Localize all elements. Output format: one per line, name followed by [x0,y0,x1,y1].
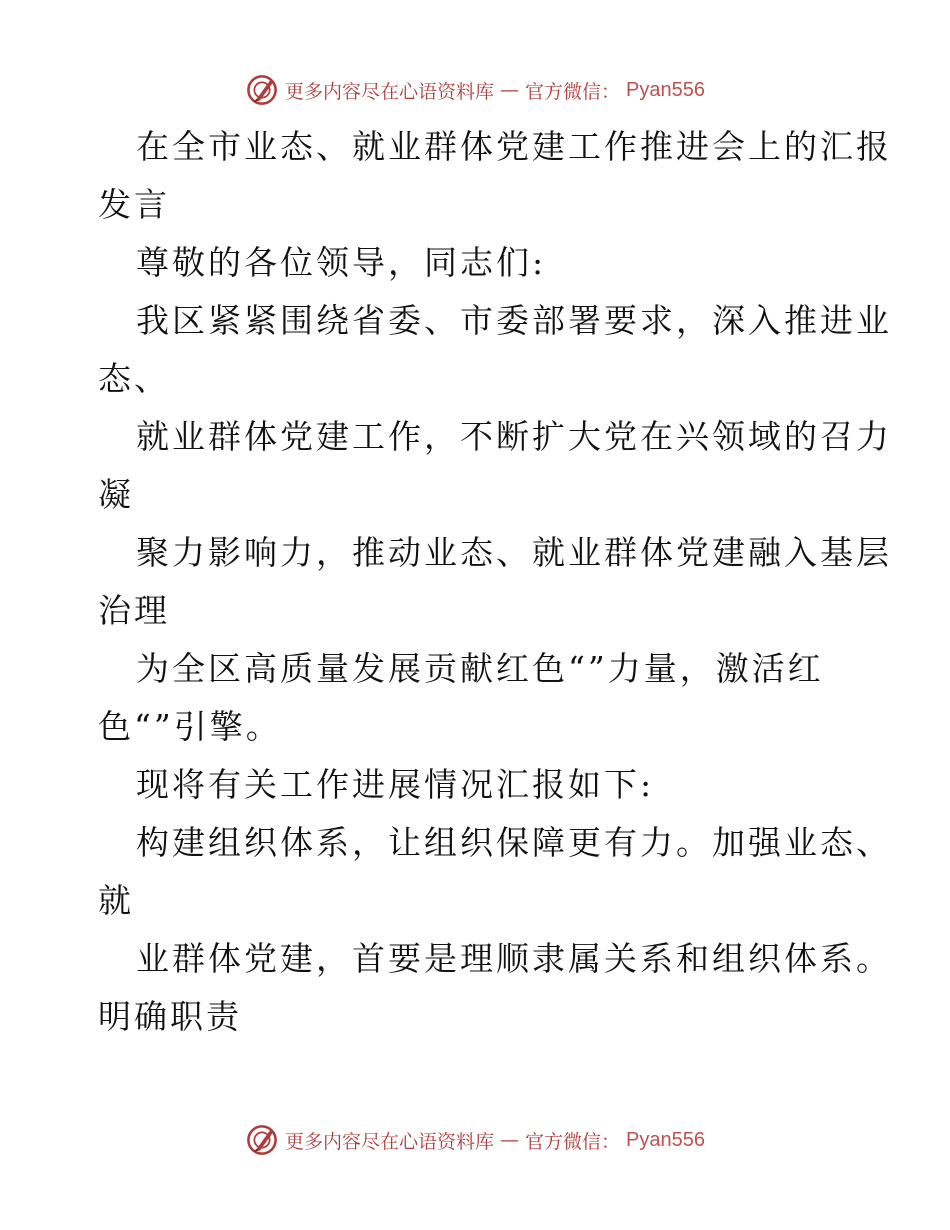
doc-line: 态、 [98,359,170,398]
doc-line: 色“”引擎。 [98,707,282,746]
banner-text: 更多内容尽在心语资料库 [285,1130,495,1153]
doc-line: 为全区高质量发展贡献红色“”力量，激活红 [136,649,824,688]
pen-nib-logo-icon [245,1123,279,1157]
banner-dash: — [500,79,520,101]
footer-banner [0,1120,950,1160]
doc-line: 现将有关工作进展情况汇报如下: [136,765,655,804]
doc-line: 业群体党建，首要是理顺隶属关系和组织体系。 [136,939,892,978]
banner-label: 官方微信： [525,1130,621,1153]
doc-line: 治理 [98,591,170,630]
banner-wechat-id: Pyan556 [626,1128,705,1151]
doc-line: 就 [98,881,134,920]
banner-text: 更多内容尽在心语资料库 [285,80,495,103]
doc-line: 明确职责 [98,997,242,1036]
document-body [98,118,892,1046]
doc-line: 发言 [98,185,170,224]
doc-line: 聚力影响力，推动业态、就业群体党建融入基层 [136,533,892,572]
doc-line: 我区紧紧围绕省委、市委部署要求，深入推进业 [136,301,892,340]
doc-line: 尊敬的各位领导，同志们: [136,243,547,282]
banner-wechat-id: Pyan556 [626,78,705,101]
header-banner [0,70,950,110]
banner-label: 官方微信： [525,80,621,103]
doc-line: 构建组织体系，让组织保障更有力。加强业态、 [136,823,892,862]
doc-line: 就业群体党建工作，不断扩大党在兴领域的召力 [136,417,892,456]
doc-line: 凝 [98,475,134,514]
pen-nib-logo-icon [245,73,279,107]
doc-line: 在全市业态、就业群体党建工作推进会上的汇报 [136,127,892,166]
banner-dash: — [500,1129,520,1151]
